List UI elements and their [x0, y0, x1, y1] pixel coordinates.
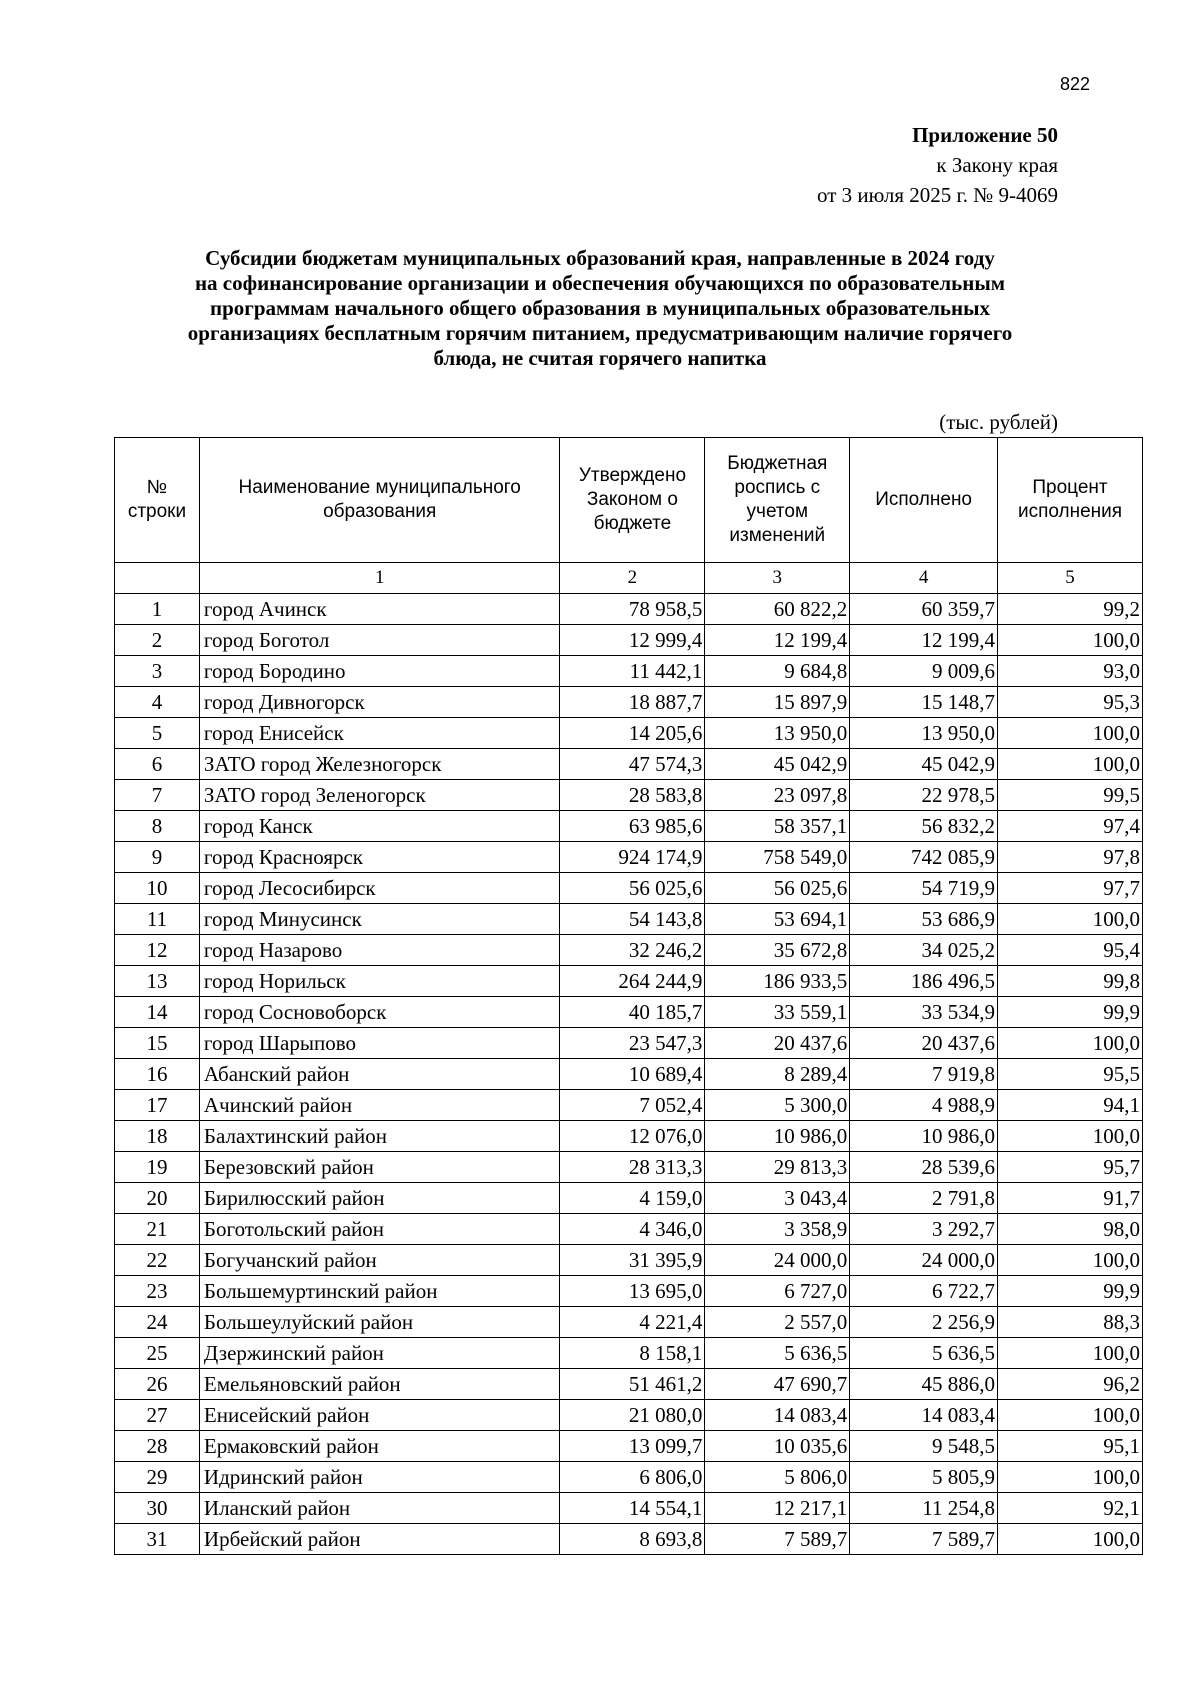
- approved-value-cell: 13 695,0: [560, 1276, 705, 1307]
- column-number: 1: [199, 563, 560, 594]
- percent-value-cell: 94,1: [998, 1090, 1143, 1121]
- table-row: [115, 687, 1143, 718]
- row-number-cell: 8: [115, 811, 200, 842]
- budget-value-cell: 10 986,0: [705, 1121, 850, 1152]
- budget-value-cell: 10 035,6: [705, 1431, 850, 1462]
- row-number-cell: 29: [115, 1462, 200, 1493]
- row-number-cell: 26: [115, 1369, 200, 1400]
- row-number-cell: 2: [115, 625, 200, 656]
- executed-value-cell: 53 686,9: [850, 904, 998, 935]
- municipality-name-cell: Енисейский район: [199, 1400, 560, 1431]
- executed-value-cell: 20 437,6: [850, 1028, 998, 1059]
- row-number-cell: 6: [115, 749, 200, 780]
- table-row: [115, 1493, 1143, 1524]
- page-number: 822: [1060, 74, 1091, 94]
- approved-value-cell: 51 461,2: [560, 1369, 705, 1400]
- approved-value-cell: 10 689,4: [560, 1059, 705, 1090]
- percent-value-cell: 96,2: [998, 1369, 1143, 1400]
- budget-value-cell: 5 636,5: [705, 1338, 850, 1369]
- approved-value-cell: 14 205,6: [560, 718, 705, 749]
- budget-value-cell: 29 813,3: [705, 1152, 850, 1183]
- executed-value-cell: 24 000,0: [850, 1245, 998, 1276]
- municipality-name-cell: ЗАТО город Железногорск: [199, 749, 560, 780]
- percent-value-cell: 100,0: [998, 1462, 1143, 1493]
- executed-value-cell: 186 496,5: [850, 966, 998, 997]
- approved-value-cell: 32 246,2: [560, 935, 705, 966]
- appendix-block: [817, 120, 1058, 210]
- table-row: [115, 1462, 1143, 1493]
- table-row: [115, 656, 1143, 687]
- approved-value-cell: 8 158,1: [560, 1338, 705, 1369]
- executed-value-cell: 45 886,0: [850, 1369, 998, 1400]
- executed-value-cell: 22 978,5: [850, 780, 998, 811]
- table-row: [115, 1214, 1143, 1245]
- executed-value-cell: 34 025,2: [850, 935, 998, 966]
- percent-value-cell: 99,8: [998, 966, 1143, 997]
- percent-value-cell: 95,4: [998, 935, 1143, 966]
- row-number-cell: 19: [115, 1152, 200, 1183]
- table-row: [115, 1028, 1143, 1059]
- executed-value-cell: 742 085,9: [850, 842, 998, 873]
- municipality-name-cell: ЗАТО город Зеленогорск: [199, 780, 560, 811]
- table-row: [115, 1276, 1143, 1307]
- municipality-name-cell: Дзержинский район: [199, 1338, 560, 1369]
- percent-value-cell: 92,1: [998, 1493, 1143, 1524]
- budget-value-cell: 58 357,1: [705, 811, 850, 842]
- budget-value-cell: 7 589,7: [705, 1524, 850, 1555]
- table-row: [115, 997, 1143, 1028]
- approved-value-cell: 924 174,9: [560, 842, 705, 873]
- approved-value-cell: 21 080,0: [560, 1400, 705, 1431]
- executed-value-cell: 3 292,7: [850, 1214, 998, 1245]
- header-municipality: Наименование муниципального образования: [199, 438, 560, 563]
- approved-value-cell: 13 099,7: [560, 1431, 705, 1462]
- municipality-name-cell: Ирбейский район: [199, 1524, 560, 1555]
- subsidies-table: [114, 437, 1143, 1555]
- municipality-name-cell: Березовский район: [199, 1152, 560, 1183]
- row-number-cell: 4: [115, 687, 200, 718]
- budget-value-cell: 5 300,0: [705, 1090, 850, 1121]
- budget-value-cell: 53 694,1: [705, 904, 850, 935]
- executed-value-cell: 5 636,5: [850, 1338, 998, 1369]
- municipality-name-cell: город Канск: [199, 811, 560, 842]
- approved-value-cell: 12 999,4: [560, 625, 705, 656]
- executed-value-cell: 10 986,0: [850, 1121, 998, 1152]
- column-number-row: [115, 563, 1143, 594]
- row-number-cell: 24: [115, 1307, 200, 1338]
- approved-value-cell: 8 693,8: [560, 1524, 705, 1555]
- table-row: [115, 1152, 1143, 1183]
- table-header-row: [115, 438, 1143, 563]
- municipality-name-cell: Бирилюсский район: [199, 1183, 560, 1214]
- executed-value-cell: 9 009,6: [850, 656, 998, 687]
- row-number-cell: 18: [115, 1121, 200, 1152]
- budget-value-cell: 15 897,9: [705, 687, 850, 718]
- percent-value-cell: 99,9: [998, 1276, 1143, 1307]
- table-row: [115, 873, 1143, 904]
- percent-value-cell: 100,0: [998, 625, 1143, 656]
- approved-value-cell: 6 806,0: [560, 1462, 705, 1493]
- appendix-date: от 3 июля 2025 г. № 9-4069: [817, 183, 1058, 207]
- row-number-cell: 14: [115, 997, 200, 1028]
- percent-value-cell: 97,8: [998, 842, 1143, 873]
- percent-value-cell: 100,0: [998, 749, 1143, 780]
- table-row: [115, 1183, 1143, 1214]
- table-body: [115, 594, 1143, 1555]
- document-title: [140, 246, 1060, 371]
- table-row: [115, 780, 1143, 811]
- approved-value-cell: 28 313,3: [560, 1152, 705, 1183]
- budget-value-cell: 6 727,0: [705, 1276, 850, 1307]
- municipality-name-cell: Абанский район: [199, 1059, 560, 1090]
- row-number-cell: 27: [115, 1400, 200, 1431]
- column-number: 5: [998, 563, 1143, 594]
- municipality-name-cell: Иланский район: [199, 1493, 560, 1524]
- row-number-cell: 3: [115, 656, 200, 687]
- municipality-name-cell: город Ачинск: [199, 594, 560, 625]
- executed-value-cell: 56 832,2: [850, 811, 998, 842]
- header-row-number: [115, 438, 200, 563]
- percent-value-cell: 91,7: [998, 1183, 1143, 1214]
- approved-value-cell: 31 395,9: [560, 1245, 705, 1276]
- table-row: [115, 1245, 1143, 1276]
- executed-value-cell: 7 589,7: [850, 1524, 998, 1555]
- table-row: [115, 1431, 1143, 1462]
- budget-value-cell: 23 097,8: [705, 780, 850, 811]
- row-number-cell: 10: [115, 873, 200, 904]
- budget-value-cell: 758 549,0: [705, 842, 850, 873]
- municipality-name-cell: Балахтинский район: [199, 1121, 560, 1152]
- percent-value-cell: 100,0: [998, 1400, 1143, 1431]
- row-number-cell: 28: [115, 1431, 200, 1462]
- executed-value-cell: 14 083,4: [850, 1400, 998, 1431]
- units-label: (тыс. рублей): [939, 410, 1058, 434]
- table-row: [115, 935, 1143, 966]
- approved-value-cell: 264 244,9: [560, 966, 705, 997]
- approved-value-cell: 56 025,6: [560, 873, 705, 904]
- table-row: [115, 625, 1143, 656]
- budget-value-cell: 5 806,0: [705, 1462, 850, 1493]
- executed-value-cell: 28 539,6: [850, 1152, 998, 1183]
- budget-value-cell: 14 083,4: [705, 1400, 850, 1431]
- header-approved: Утверждено Законом о бюджете: [560, 438, 705, 563]
- approved-value-cell: 4 346,0: [560, 1214, 705, 1245]
- percent-value-cell: 100,0: [998, 1028, 1143, 1059]
- title-line: организациях бесплатным горячим питанием, предусматривающим наличие горячего: [187, 321, 1013, 345]
- municipality-name-cell: город Лесосибирск: [199, 873, 560, 904]
- row-number-cell: 23: [115, 1276, 200, 1307]
- budget-value-cell: 20 437,6: [705, 1028, 850, 1059]
- executed-value-cell: 2 791,8: [850, 1183, 998, 1214]
- budget-value-cell: 13 950,0: [705, 718, 850, 749]
- percent-value-cell: 100,0: [998, 1121, 1143, 1152]
- table-row: [115, 1059, 1143, 1090]
- percent-value-cell: 97,7: [998, 873, 1143, 904]
- row-number-cell: 21: [115, 1214, 200, 1245]
- budget-value-cell: 47 690,7: [705, 1369, 850, 1400]
- municipality-name-cell: Ермаковский район: [199, 1431, 560, 1462]
- budget-value-cell: 3 358,9: [705, 1214, 850, 1245]
- budget-value-cell: 12 199,4: [705, 625, 850, 656]
- header-percent: Процент исполнения: [998, 438, 1143, 563]
- budget-value-cell: 56 025,6: [705, 873, 850, 904]
- budget-value-cell: 9 684,8: [705, 656, 850, 687]
- percent-value-cell: 97,4: [998, 811, 1143, 842]
- table-row: [115, 1369, 1143, 1400]
- executed-value-cell: 13 950,0: [850, 718, 998, 749]
- title-line: программам начального общего образования в муниципальных образовательных: [210, 296, 990, 320]
- approved-value-cell: 28 583,8: [560, 780, 705, 811]
- executed-value-cell: 15 148,7: [850, 687, 998, 718]
- row-number-cell: 22: [115, 1245, 200, 1276]
- municipality-name-cell: Большеулуйский район: [199, 1307, 560, 1338]
- column-number-blank: [115, 563, 200, 594]
- header-no-label: строки: [127, 501, 187, 522]
- percent-value-cell: 100,0: [998, 1245, 1143, 1276]
- municipality-name-cell: город Красноярск: [199, 842, 560, 873]
- municipality-name-cell: Боготольский район: [199, 1214, 560, 1245]
- percent-value-cell: 95,7: [998, 1152, 1143, 1183]
- municipality-name-cell: город Дивногорск: [199, 687, 560, 718]
- percent-value-cell: 100,0: [998, 1338, 1143, 1369]
- executed-value-cell: 11 254,8: [850, 1493, 998, 1524]
- municipality-name-cell: город Минусинск: [199, 904, 560, 935]
- approved-value-cell: 14 554,1: [560, 1493, 705, 1524]
- budget-value-cell: 35 672,8: [705, 935, 850, 966]
- row-number-cell: 17: [115, 1090, 200, 1121]
- executed-value-cell: 4 988,9: [850, 1090, 998, 1121]
- table-row: [115, 718, 1143, 749]
- row-number-cell: 16: [115, 1059, 200, 1090]
- executed-value-cell: 12 199,4: [850, 625, 998, 656]
- approved-value-cell: 40 185,7: [560, 997, 705, 1028]
- row-number-cell: 12: [115, 935, 200, 966]
- appendix-law: к Закону края: [936, 153, 1058, 177]
- row-number-cell: 20: [115, 1183, 200, 1214]
- municipality-name-cell: Большемуртинский район: [199, 1276, 560, 1307]
- table-row: [115, 842, 1143, 873]
- row-number-cell: 11: [115, 904, 200, 935]
- municipality-name-cell: город Сосновоборск: [199, 997, 560, 1028]
- approved-value-cell: 47 574,3: [560, 749, 705, 780]
- header-no-symbol: №: [146, 477, 168, 498]
- table-row: [115, 811, 1143, 842]
- percent-value-cell: 99,2: [998, 594, 1143, 625]
- executed-value-cell: 33 534,9: [850, 997, 998, 1028]
- row-number-cell: 31: [115, 1524, 200, 1555]
- table-row: [115, 904, 1143, 935]
- title-line: на софинансирование организации и обеспечения обучающихся по образовательным: [194, 271, 1006, 295]
- percent-value-cell: 95,5: [998, 1059, 1143, 1090]
- table-row: [115, 749, 1143, 780]
- budget-value-cell: 3 043,4: [705, 1183, 850, 1214]
- executed-value-cell: 45 042,9: [850, 749, 998, 780]
- municipality-name-cell: Емельяновский район: [199, 1369, 560, 1400]
- executed-value-cell: 7 919,8: [850, 1059, 998, 1090]
- executed-value-cell: 5 805,9: [850, 1462, 998, 1493]
- executed-value-cell: 60 359,7: [850, 594, 998, 625]
- table-row: [115, 966, 1143, 997]
- table-row: [115, 1338, 1143, 1369]
- municipality-name-cell: Ачинский район: [199, 1090, 560, 1121]
- row-number-cell: 1: [115, 594, 200, 625]
- budget-value-cell: 45 042,9: [705, 749, 850, 780]
- percent-value-cell: 98,0: [998, 1214, 1143, 1245]
- percent-value-cell: 99,5: [998, 780, 1143, 811]
- budget-value-cell: 2 557,0: [705, 1307, 850, 1338]
- approved-value-cell: 12 076,0: [560, 1121, 705, 1152]
- title-line: Субсидии бюджетам муниципальных образований края, направленные в 2024 году: [205, 246, 995, 270]
- approved-value-cell: 78 958,5: [560, 594, 705, 625]
- budget-value-cell: 8 289,4: [705, 1059, 850, 1090]
- table-row: [115, 1121, 1143, 1152]
- municipality-name-cell: город Бородино: [199, 656, 560, 687]
- approved-value-cell: 23 547,3: [560, 1028, 705, 1059]
- municipality-name-cell: Богучанский район: [199, 1245, 560, 1276]
- municipality-name-cell: город Назарово: [199, 935, 560, 966]
- row-number-cell: 15: [115, 1028, 200, 1059]
- table-row: [115, 1524, 1143, 1555]
- percent-value-cell: 100,0: [998, 1524, 1143, 1555]
- column-number: 4: [850, 563, 998, 594]
- table-row: [115, 594, 1143, 625]
- percent-value-cell: 99,9: [998, 997, 1143, 1028]
- executed-value-cell: 6 722,7: [850, 1276, 998, 1307]
- row-number-cell: 5: [115, 718, 200, 749]
- table-row: [115, 1090, 1143, 1121]
- appendix-title: Приложение 50: [912, 123, 1058, 147]
- budget-value-cell: 12 217,1: [705, 1493, 850, 1524]
- percent-value-cell: 88,3: [998, 1307, 1143, 1338]
- approved-value-cell: 11 442,1: [560, 656, 705, 687]
- row-number-cell: 30: [115, 1493, 200, 1524]
- municipality-name-cell: город Боготол: [199, 625, 560, 656]
- approved-value-cell: 7 052,4: [560, 1090, 705, 1121]
- budget-value-cell: 24 000,0: [705, 1245, 850, 1276]
- municipality-name-cell: город Шарыпово: [199, 1028, 560, 1059]
- budget-value-cell: 186 933,5: [705, 966, 850, 997]
- row-number-cell: 25: [115, 1338, 200, 1369]
- column-number: 2: [560, 563, 705, 594]
- percent-value-cell: 95,1: [998, 1431, 1143, 1462]
- percent-value-cell: 93,0: [998, 656, 1143, 687]
- row-number-cell: 13: [115, 966, 200, 997]
- table-row: [115, 1400, 1143, 1431]
- municipality-name-cell: город Енисейск: [199, 718, 560, 749]
- row-number-cell: 7: [115, 780, 200, 811]
- municipality-name-cell: Идринский район: [199, 1462, 560, 1493]
- column-number: 3: [705, 563, 850, 594]
- percent-value-cell: 100,0: [998, 904, 1143, 935]
- percent-value-cell: 95,3: [998, 687, 1143, 718]
- executed-value-cell: 9 548,5: [850, 1431, 998, 1462]
- header-executed: Исполнено: [850, 438, 998, 563]
- approved-value-cell: 18 887,7: [560, 687, 705, 718]
- percent-value-cell: 100,0: [998, 718, 1143, 749]
- budget-value-cell: 60 822,2: [705, 594, 850, 625]
- approved-value-cell: 63 985,6: [560, 811, 705, 842]
- approved-value-cell: 4 159,0: [560, 1183, 705, 1214]
- approved-value-cell: 4 221,4: [560, 1307, 705, 1338]
- executed-value-cell: 2 256,9: [850, 1307, 998, 1338]
- approved-value-cell: 54 143,8: [560, 904, 705, 935]
- table-row: [115, 1307, 1143, 1338]
- municipality-name-cell: город Норильск: [199, 966, 560, 997]
- title-line: блюда, не считая горячего напитка: [433, 346, 767, 370]
- row-number-cell: 9: [115, 842, 200, 873]
- executed-value-cell: 54 719,9: [850, 873, 998, 904]
- header-budget: Бюджетная роспись с учетом изменений: [705, 438, 850, 563]
- budget-value-cell: 33 559,1: [705, 997, 850, 1028]
